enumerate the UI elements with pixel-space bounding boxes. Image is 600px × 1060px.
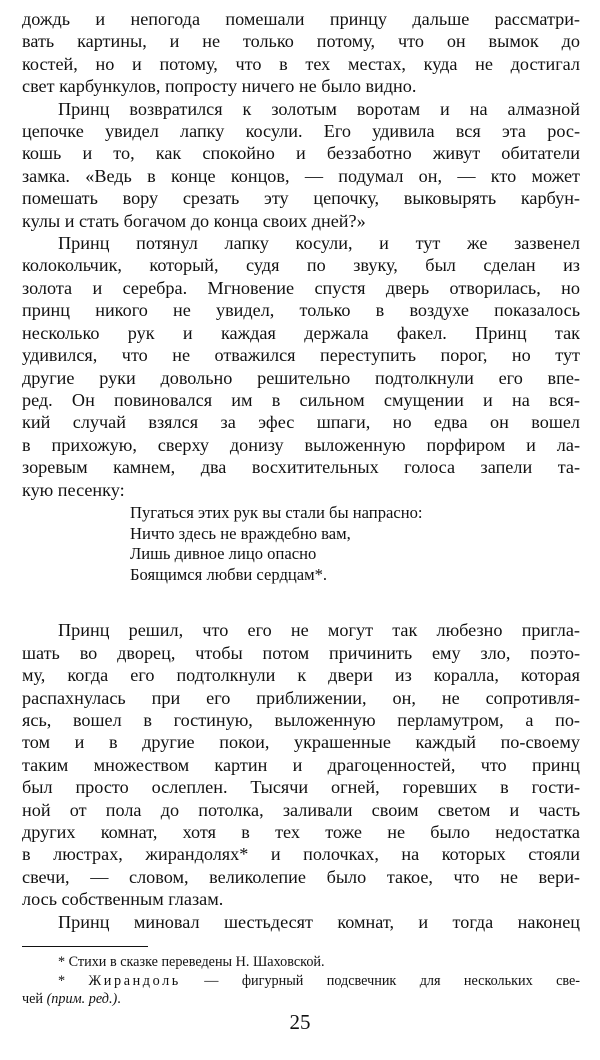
text-line: ясь, вошел в гостиную, выложенную перламутром, а по- [22, 709, 580, 730]
verse-line: Боящимся любви сердцам*. [130, 564, 328, 584]
verse-stanza [130, 503, 580, 585]
paragraph-4 [22, 619, 580, 910]
verse-line: Пугаться этих рук вы стали бы напрасно: [130, 502, 423, 522]
text-line: Принц решил, что его не могут так любезно пригла- [58, 620, 580, 641]
text-line: зоревым камнем, два восхитительных голоса запели та- [22, 457, 580, 478]
text-line: ред. Он повиновался им в сильном смущении и на вся- [22, 389, 580, 410]
paragraph-2 [22, 98, 580, 232]
text-line: золота и серебра. Мгновение спустя дверь отворилась, но [22, 277, 580, 298]
verse-spacer [22, 585, 580, 619]
text-line: был просто ослеплен. Тысячи огней, горевших в гости- [22, 777, 580, 798]
footnote-rule [22, 946, 148, 947]
footnote-2: * Жирандоль — фигурный подсвечник для нескольких све- [58, 972, 581, 989]
paragraph-3 [22, 232, 580, 501]
text-line: помешать вору срезать эту цепочку, выковырять карбун- [22, 188, 580, 209]
text-line: том и в другие покои, украшенные каждый по-своему [22, 732, 580, 753]
text-line: кулы и стать богачом до конца своих дней?» [22, 210, 366, 231]
text-line: кую песенку: [22, 479, 125, 500]
footnote-term: Жирандоль [88, 972, 181, 989]
text-line: костей, но и потому, что в тех местах, куда не достигал [22, 53, 580, 74]
text-line: свет карбункулов, попросту ничего не было видно. [22, 76, 417, 97]
text-line: свечи, — словом, великолепие было такое, что не вери- [22, 866, 580, 887]
footnotes [22, 953, 580, 1009]
text-line: дождь и непогода помешали принцу дальше рассматри- [22, 9, 580, 29]
text-line: шать во дворец, чтобы потом причинить ему зло, поэто- [22, 642, 580, 663]
text-line: других комнат, хотя в тех тоже не было недостатка [22, 821, 580, 842]
text-line: в люстрах, жирандолях* и полочках, на которых стояли [22, 844, 580, 865]
text-line: цепочке увидел лапку косули. Его удивила вся эта рос- [22, 121, 580, 142]
text-line: кий случай взялся за эфес шпаги, но едва он вошел [22, 412, 580, 433]
paragraph-1 [22, 8, 580, 98]
text-line: принц никого не увидел, только в воздухе показалось [22, 300, 580, 321]
editor-note: (прим. ред.) [46, 991, 118, 1008]
text-line: в прихожую, сверху донизу выложенную порфиром и ла- [22, 434, 580, 455]
verse-line: Лишь дивное лицо опасно [130, 544, 317, 564]
text-line: другие руки довольно решительно подтолкнули его впе- [22, 367, 580, 388]
text-line: несколько рук и каждая держала факел. Принц так [22, 322, 580, 343]
text-line: ной от пола до потолка, заливали своим светом и часть [22, 799, 580, 820]
text-line: таким множеством картин и драгоценностей, что принц [22, 754, 580, 775]
text-line: распахнулась при его приближении, он, не сопротивля- [22, 687, 580, 708]
text-line: кошь и то, как спокойно и беззаботно живут обитатели [22, 143, 580, 164]
page-number: 25 [289, 1010, 311, 1034]
text-line: му, когда его подтолкнули к двери из коралла, которая [22, 665, 580, 686]
text-line: колокольчик, который, судя по звуку, был сделан из [22, 255, 580, 276]
text-line: Принц потянул лапку косули, и тут же зазвенел [58, 233, 580, 254]
paragraph-5 [22, 911, 580, 933]
text-line: удивился, что не отважился переступить порог, но тут [22, 345, 580, 366]
text-line: Принц возвратился к золотым воротам и на алмазной [58, 98, 580, 119]
text-line: замка. «Ведь в конце концов, — подумал он, — кто может [22, 165, 580, 186]
text-line: Принц миновал шестьдесят комнат, и тогда наконец [58, 911, 580, 932]
verse-line: Ничто здесь не враждебно вам, [130, 523, 351, 543]
text-line: вать картины, и не только потому, что он вымок до [22, 31, 580, 52]
text-line: лось собственным глазам. [22, 889, 224, 910]
footnote-1: * Стихи в сказке переведены Н. Шаховской. [58, 954, 325, 970]
footnote-2-continued: чей (прим. ред.). [22, 991, 121, 1008]
